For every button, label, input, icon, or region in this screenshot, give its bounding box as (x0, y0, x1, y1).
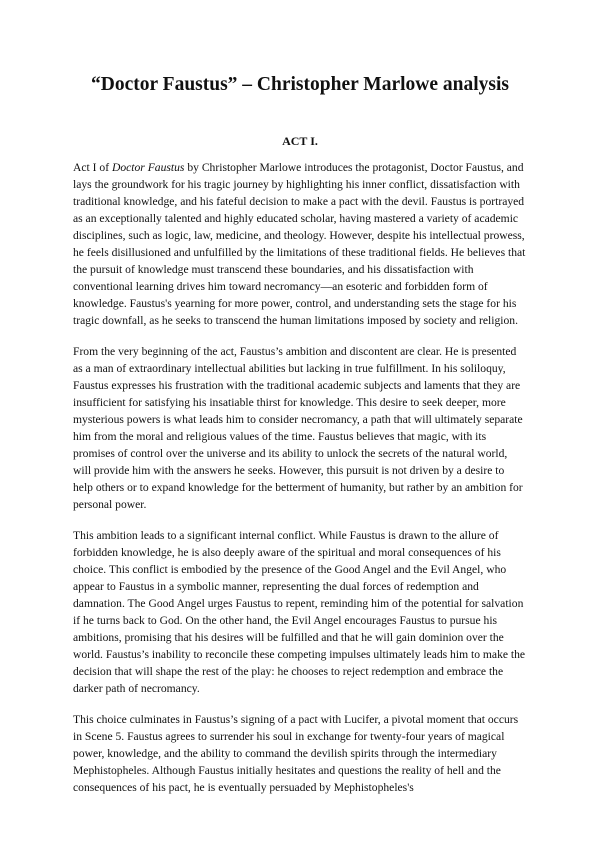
paragraph-1 (73, 159, 527, 329)
document-title: “Doctor Faustus” – Christopher Marlowe analysis (91, 74, 509, 95)
section-heading: ACT I. (282, 134, 318, 148)
paragraph-3: This ambition leads to a significant internal conflict. While Faustus is drawn to the allure of forbidden knowledge, he is also deeply aware of the spiritual and moral consequences of his choice. This conflict is embodied by the presence of the Good Angel and the Evil Angel, who appear to Faustus in a symbolic manner, representing the dual forces of redemption and damnation. The Good Angel urges Faustus to repent, reminding him of the potential for salvation if he turns back to God. On the other hand, the Evil Angel encourages Faustus to pursue his ambitions, promising that his desires will be fulfilled and that he will gain dominion over the world. Faustus’s inability to reconcile these competing impulses ultimately leads him to make the decision that will shape the rest of the play: he chooses to reject redemption and embrace the darker path of necromancy. (73, 529, 526, 695)
work-title-italic: Doctor Faustus (111, 161, 185, 174)
paragraph-4: This choice culminates in Faustus’s signing of a pact with Lucifer, a pivotal moment that occurs in Scene 5. Faustus agrees to surrender his soul in exchange for twenty-four years of magical power, knowledge, and the ability to command the devilish spirits through the intermediary Mephistopheles. Although Faustus initially hesitates and questions the reality of hell and the consequences of his pact, he is eventually persuaded by Mephistopheles's (73, 713, 519, 794)
paragraph-1-body: by Christopher Marlowe introduces the protagonist, Doctor Faustus, and lays the groundwork for his tragic journey by highlighting his inner conflict, dissatisfaction with traditional knowledge, and his fateful decision to make a pact with the devil. Faustus is portrayed as an exceptionally talented and highly educated scholar, having mastered a variety of academic disciplines, such as logic, law, medicine, and theology. However, despite his intellectual prowess, he feels disillusioned and unfulfilled by the limitations of these traditional fields. He believes that the pursuit of knowledge must transcend these boundaries, and his dissatisfaction with conventional learning drives him toward necromancy—an esoteric and forbidden form of knowledge. Faustus's yearning for more power, control, and understanding sets the stage for his tragic downfall, as he seeks to transcend the human limitations imposed by society and religion. (73, 161, 526, 327)
paragraph-1-lead: Act I of (73, 161, 112, 174)
paragraph-2: From the very beginning of the act, Faustus’s ambition and discontent are clear. He is presented as a man of extraordinary intellectual abilities but lacking in true fulfillment. In his soliloquy, Faustus expresses his frustration with the traditional academic subjects and laments that they are insufficient for satisfying his insatiable thirst for knowledge. This desire to seek deeper, more mysterious powers is what leads him to consider necromancy, a path that will ultimately separate him from the moral and religious values of the time. Faustus believes that magic, with its promises of control over the universe and its ability to unlock the secrets of the natural world, will provide him with the answers he seeks. However, this pursuit is not driven by a desire to help others or to expand knowledge for the betterment of humanity, but rather by an ambition for personal power. (73, 345, 523, 511)
